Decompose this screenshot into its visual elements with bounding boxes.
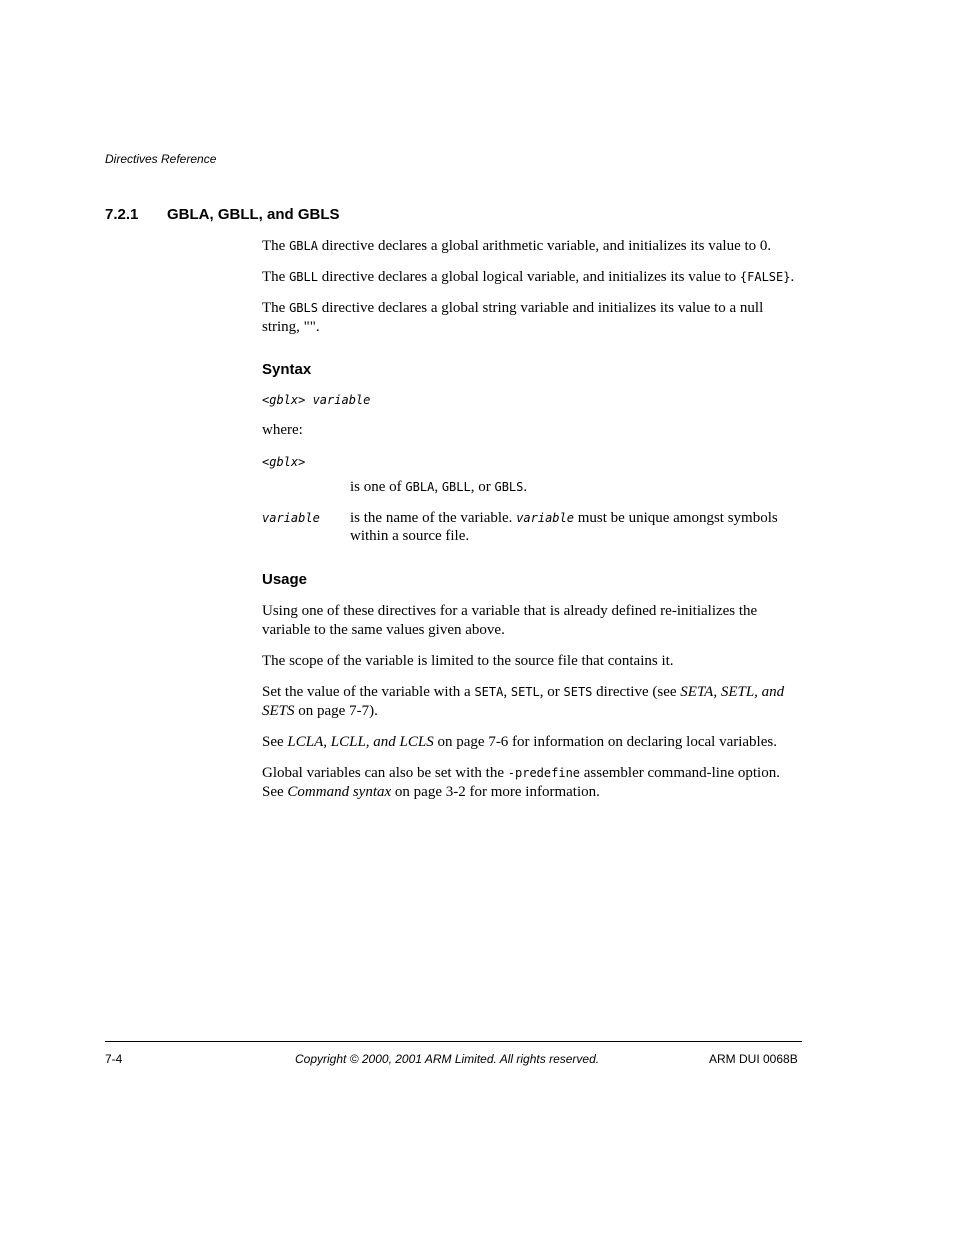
- text-run: .: [790, 269, 795, 285]
- text-run: on page 7-6 for information on declaring local variables.: [433, 734, 777, 750]
- text-run: directive declares a global string variable and initializes its value to a null string, "".: [262, 300, 764, 335]
- text-run: The: [262, 238, 290, 254]
- text-run: directive (see: [592, 684, 681, 700]
- text-run: .: [523, 479, 528, 495]
- code-variable: variable: [516, 511, 574, 525]
- code-gbls: GBLS: [289, 301, 318, 315]
- text-run: Set the value of the variable with a: [262, 684, 475, 700]
- intro-paragraph-gbls: [262, 299, 792, 337]
- code-setl: SETL: [510, 685, 540, 699]
- definition-term-gblx: <gblx>: [262, 455, 306, 469]
- text-run: , or: [470, 479, 495, 495]
- usage-paragraph-5: [262, 764, 802, 802]
- where-label: where:: [262, 422, 303, 438]
- code-seta: SETA: [474, 685, 504, 699]
- text-run: is the name of the variable.: [350, 510, 517, 526]
- code-sets: SETS: [563, 685, 593, 699]
- definition-desc-gblx: [350, 478, 805, 496]
- cross-reference-command-syntax[interactable]: Command syntax: [287, 784, 392, 800]
- syntax-heading: Syntax: [262, 361, 312, 378]
- code-gbll: GBLL: [441, 480, 471, 494]
- text-run: , or: [539, 684, 564, 700]
- running-header: Directives Reference: [105, 152, 217, 166]
- cross-reference-seta-setl-sets[interactable]: SETA, SETL, and SETS: [262, 684, 785, 719]
- text-run: must be unique amongst symbols within a source file.: [350, 510, 778, 544]
- text-run: assembler command-line option. See: [262, 765, 780, 800]
- text-run: ,: [434, 479, 442, 495]
- footer-copyright: Copyright © 2000, 2001 ARM Limited. All rights reserved.: [295, 1052, 600, 1066]
- usage-heading: Usage: [262, 571, 308, 588]
- syntax-gblx: <gblx>: [262, 393, 306, 407]
- syntax-variable: variable: [305, 393, 371, 407]
- usage-paragraph-3: [262, 683, 802, 721]
- text-run: on page 7-7).: [294, 703, 378, 719]
- code-false: {FALSE}: [739, 270, 791, 284]
- text-run: ,: [503, 684, 511, 700]
- usage-paragraph-4: [262, 733, 807, 752]
- section-heading: [105, 206, 340, 223]
- text-run: Global variables can also be set with the: [262, 765, 508, 781]
- code-gbla: GBLA: [289, 239, 318, 253]
- code-gbll: GBLL: [289, 270, 318, 284]
- text-run: See: [262, 734, 288, 750]
- intro-paragraph-gbll: [262, 268, 807, 287]
- syntax-line: [262, 391, 807, 410]
- footer-doc-id: ARM DUI 0068B: [709, 1052, 798, 1066]
- text-run: The: [262, 300, 290, 316]
- section-title: GBLA, GBLL, and GBLS: [167, 206, 340, 223]
- text-run: The: [262, 269, 290, 285]
- code-gbla: GBLA: [405, 480, 435, 494]
- text-run: directive declares a global arithmetic variable, and initializes its value to 0.: [317, 238, 772, 254]
- section-number: 7.2.1: [105, 206, 139, 223]
- definition-term-variable: variable: [262, 511, 320, 525]
- cross-reference-lcla-lcll-lcls[interactable]: LCLA, LCLL, and LCLS: [287, 734, 434, 750]
- intro-paragraph-gbla: [262, 237, 807, 256]
- footer-page-number: 7-4: [105, 1052, 123, 1066]
- text-run: directive declares a global logical variable, and initializes its value to: [317, 269, 740, 285]
- footer-divider: [105, 1041, 802, 1042]
- code-gbls: GBLS: [494, 480, 524, 494]
- text-run: on page 3-2 for more information.: [391, 784, 600, 800]
- definition-desc-variable: [350, 509, 805, 545]
- usage-paragraph-2: The scope of the variable is limited to the source file that contains it.: [262, 653, 674, 669]
- code-predefine: -predefine: [507, 766, 581, 780]
- text-run: is one of: [350, 479, 406, 495]
- usage-paragraph-1: Using one of these directives for a variable that is already defined re-initializes the variable to the same values given above.: [262, 603, 758, 638]
